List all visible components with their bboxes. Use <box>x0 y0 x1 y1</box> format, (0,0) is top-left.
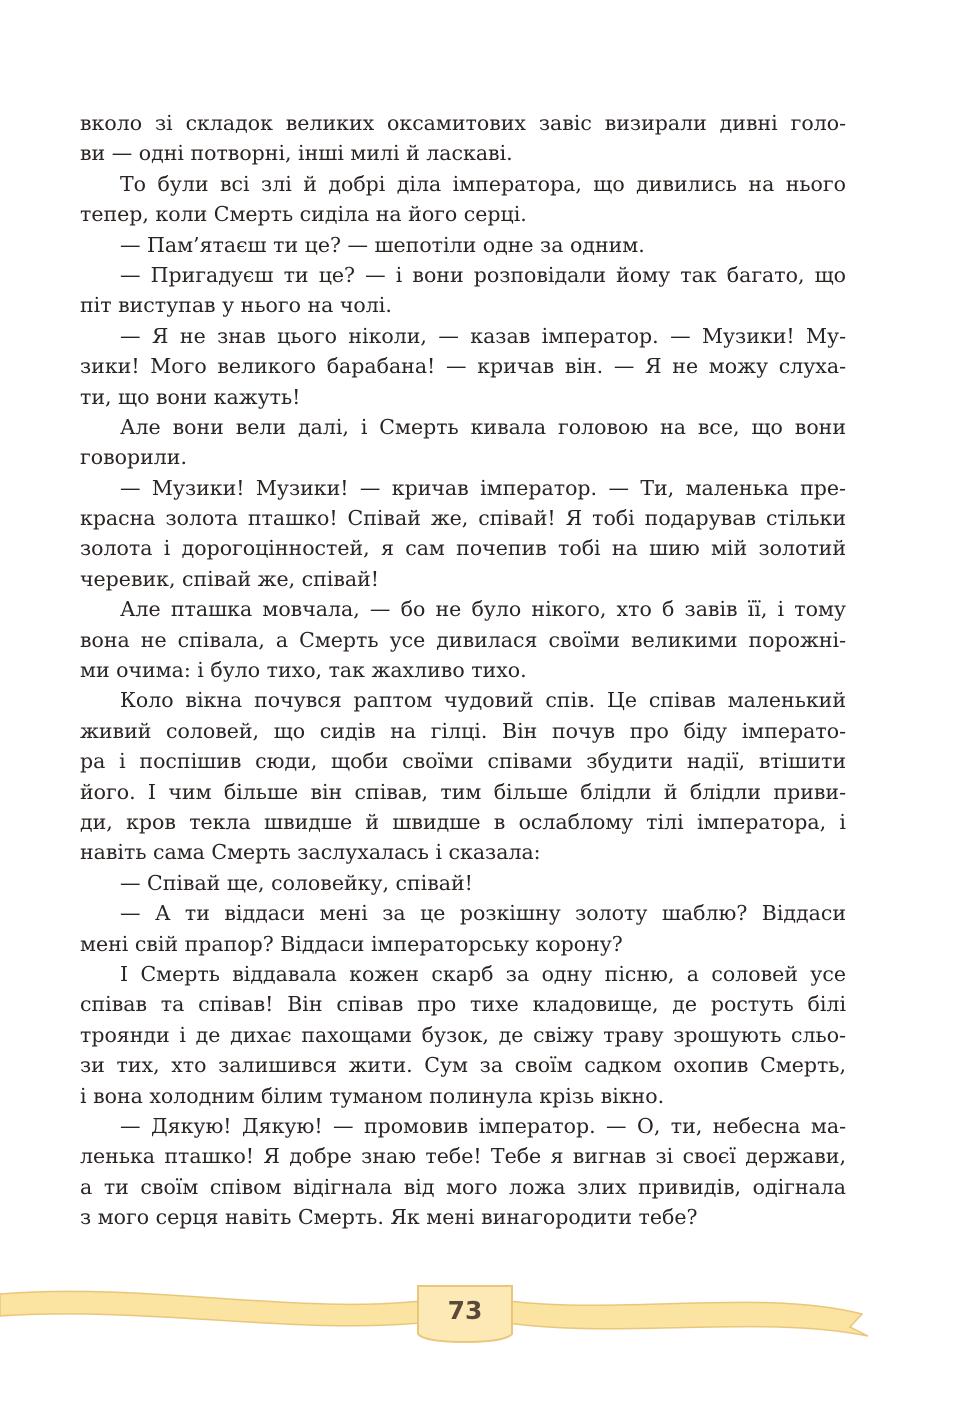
text-line: і вона холодним білим туманом полинула крізь вікно. <box>80 1083 665 1108</box>
text-line: — Пригадуєш ти це? — і вони розповідали йому так багато, що <box>120 262 846 287</box>
text-line: співав та співав! Він співав про тихе кладовище, де ростуть білі <box>80 992 846 1017</box>
text-line: І Смерть віддавала кожен скарб за одну пісню, а соловей усе <box>120 961 846 986</box>
text-line: мені свій прапор? Віддаси імператорську корону? <box>80 931 623 956</box>
text-line: навіть сама Смерть заслухалась і сказала: <box>80 840 541 865</box>
text-line: живий соловей, що сидів на гілці. Він почув про біду імперато- <box>80 718 846 743</box>
text-line: тепер, коли Смерть сиділа на його серці. <box>80 202 527 227</box>
text-line: Але вони вели далі, і Смерть кивала головою на все, що вони <box>120 414 846 439</box>
body-text <box>80 108 846 1232</box>
text-line: зики! Мого великого барабана! — кричав він. — Я не можу слуха- <box>80 354 846 379</box>
text-line: його. І чим більше він співав, тим більше блідли й блідли приви- <box>80 779 846 804</box>
text-line: Але пташка мовчала, — бо не було нікого, хто б завів її, і тому <box>120 597 846 622</box>
text-line: піт виступав у нього на чолі. <box>80 293 392 318</box>
text-line: черевик, співай же, співай! <box>80 566 380 591</box>
text-line: — Я не знав цього ніколи, — казав імператор. — Музики! Му- <box>120 323 846 348</box>
text-line: вколо зі складок великих оксамитових завіс визирали дивні голо- <box>80 111 846 135</box>
text-line: — Дякую! Дякую! — промовив імператор. — О, ти, небесна ма- <box>120 1113 846 1138</box>
text-line: зи тих, хто залишився жити. Сум за своїм садком охопив Смерть, <box>80 1053 846 1078</box>
page-number: 73 <box>447 1296 483 1325</box>
text-line: — Співай ще, соловейку, співай! <box>120 870 473 895</box>
text-line: — А ти віддаси мені за це розкішну золоту шаблю? Віддаси <box>120 901 846 926</box>
text-line: ти, що вони кажуть! <box>80 384 301 409</box>
text-line: а ти своїм співом відігнала від мого ложа злих привидів, одігнала <box>80 1174 846 1199</box>
text-line: золота і дорогоцінностей, я сам почепив тобі на шию мій золотий <box>80 536 846 561</box>
text-line: красна золота пташко! Співай же, співай! Я тобі подарував стільки <box>80 506 846 531</box>
text-line: ра і поспішив сюди, щоби своїми співами збудити надії, втішити <box>80 749 846 774</box>
text-line: ми очима: і було тихо, так жахливо тихо. <box>80 658 527 683</box>
text-line: ди, кров текла швидше й швидше в ослабломy тілі імператора, і <box>80 809 846 834</box>
text-line: говорили. <box>80 445 187 470</box>
text-line: ленька пташко! Я добре знаю тебе! Тебе я вигнав зі своєї держави, <box>80 1144 846 1169</box>
text-line: з мого серця навіть Смерть. Як мені винагородити тебе? <box>80 1205 698 1230</box>
text-line: вона не співала, а Смерть усе дивилася своїми великими порожні- <box>80 627 846 652</box>
text-line: То були всі злі й добрі діла імператора, що дивились на нього <box>120 171 846 196</box>
text-line: Коло вікна почувся раптом чудовий спів. Це співав маленький <box>120 688 846 713</box>
text-line: троянди і де дихає пахощами бузок, де свіжу траву зрошують сльо- <box>80 1022 846 1047</box>
text-line: ви — одні потворні, інші милі й ласкаві. <box>80 141 513 166</box>
text-line: — Пам’ятаєш ти це? — шепотіли одне за одним. <box>120 232 645 257</box>
text-line: — Музики! Музики! — кричав імператор. — Ти, маленька пре- <box>120 475 846 500</box>
